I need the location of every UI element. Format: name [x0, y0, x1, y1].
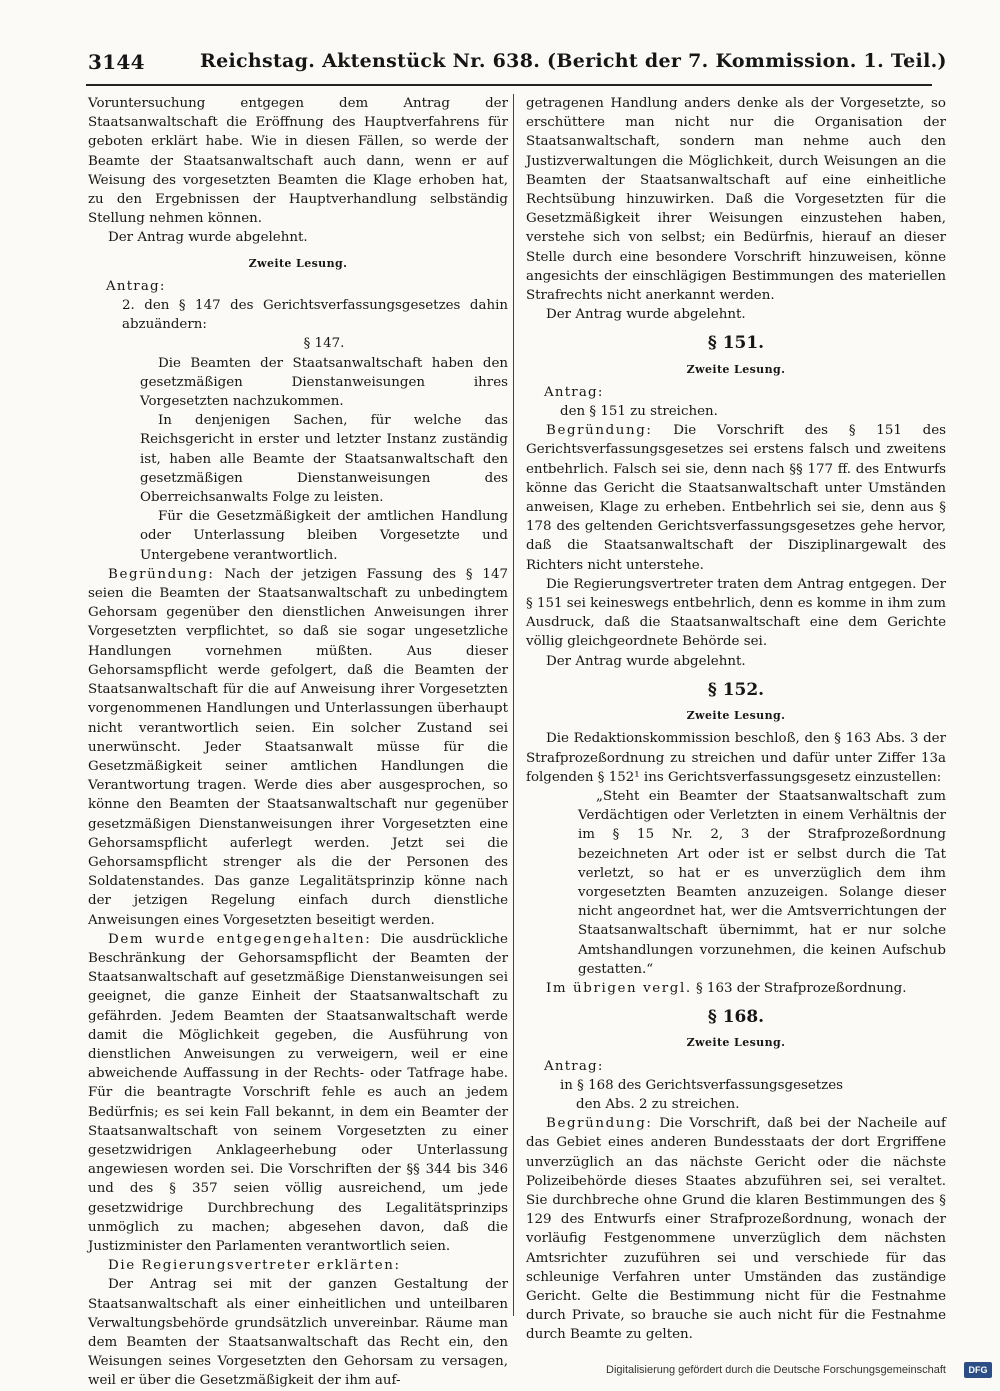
- section-heading-152: § 152.: [707, 679, 765, 700]
- antrag-text: in § 168 des Gerichtsverfassungsgesetzes: [560, 1077, 844, 1093]
- uebrigen-paragraph: [526, 979, 946, 998]
- quote-paragraph: Für die Gesetzmäßigkeit der amtlichen Handlung oder Unterlassung bleiben Vorgesetzte und Untergebene verantwortlich.: [140, 509, 508, 563]
- uebrigen-text: § 163 der Strafprozeßordnung.: [695, 980, 907, 996]
- right-column: [526, 94, 946, 1345]
- uebrigen-label: Im übrigen vergl.: [546, 980, 692, 996]
- quoted-section: [88, 334, 508, 564]
- antrag-text: den § 151 zu streichen.: [560, 404, 718, 420]
- funding-note: Digitalisierung gefördert durch die Deutsche Forschungsgemeinschaft: [606, 1364, 946, 1376]
- result-line: Der Antrag wurde abgelehnt.: [546, 307, 746, 323]
- page-number: 3144: [88, 50, 145, 74]
- quote-heading: § 147.: [303, 336, 345, 352]
- begruendung-text: Die Vorschrift des § 151 des Gerichtsverfassungsgesetzes sei erstens falsch und zweitens entbehrlich. Falsch sei sie, denn nach §§ 177 ff. des Entwurfs könne das Gericht die Staatsanwaltschaft unter Umständen anweisen, Klage zu erheben. Entbehrlich sei sie, denn aus § 178 des geltenden Gerichtsverfassungsgesetzes gehe hervor, daß die Staatsanwaltschaft der Disziplinargewalt des Richters nicht unterstehe.: [526, 423, 946, 573]
- subheading: Zweite Lesung.: [248, 256, 348, 270]
- paragraph: Voruntersuchung entgegen dem Antrag der Staatsanwaltschaft die Eröffnung des Hauptverfahrens für geboten erklärt habe. Wie in diesen Fällen, so werde der Beamte der Staatsanwaltschaft auch dann, wenn er auf Weisung des vorgesetzten Beamten die Klage erhoben hat, zu den Ergebnissen der Hauptverhandlung selbständig Stellung nehmen können.: [88, 96, 508, 227]
- antrag-text: den Abs. 2 zu streichen.: [576, 1096, 740, 1112]
- regierung-label: Die Regierungsvertreter erklärten:: [108, 1258, 401, 1274]
- section-heading-168: § 168.: [707, 1007, 765, 1028]
- result-line: Der Antrag wurde abgelehnt.: [108, 230, 308, 246]
- begruendung-paragraph: [526, 1114, 946, 1344]
- subheading: Zweite Lesung.: [686, 362, 786, 376]
- column-divider: [513, 94, 514, 1316]
- dfg-logo: DFG: [964, 1362, 992, 1378]
- regierung-text: Die Regierungsvertreter traten dem Antrag entgegen. Der § 151 sei keineswegs entbehrlich, denn es komme in ihm zum Ausdruck, daß die Staatsanwaltschaft eine dem Gerichte völlig gleichgeordnete Behörde sei.: [526, 576, 946, 650]
- left-column: [88, 94, 508, 1391]
- begruendung-label: Begründung:: [546, 423, 653, 439]
- begruendung-text: Nach der jetzigen Fassung des § 147 seien die Beamten der Staatsanwaltschaft zu unbedingtem Gehorsam gegenüber den dienstlichen Anweisungen ihrer Vorgesetzten verpflichtet, so daß sie sogar ungesetzliche Handlungen vornehmen müßten. Aus dieser Gehorsamspflicht werde gefolgert, daß die Beamten der Staatsanwaltschaft für die auf Anweisung ihrer Vorgesetzten vorgenommenen Handlungen und Unterlassungen überhaupt nicht verantwortlich seien. Ein solcher Zustand sei unerwünscht. Jeder Staatsanwalt müsse für die Gesetzmäßigkeit seiner amtlichen Handlungen die Verantwortung tragen. Werde dies aber ausgesprochen, so könne den Beamten der Staatsanwaltschaft nur gegenüber gesetzmäßigen Dienstanweisungen ihrer Vorgesetzten eine Gehorsamspflicht auferlegt werden. Jetzt sei die Gehorsamspflicht strenger als die der Personen des Soldatenstandes. Das ganze Legalitätsprinzip könne nach der jetzigen Regelung einfach durch dienstliche Anweisungen eines Vorgesetzten beseitigt werden.: [88, 566, 508, 928]
- subheading: Zweite Lesung.: [686, 709, 786, 723]
- begruendung-label: Begründung:: [546, 1116, 653, 1132]
- subheading: Zweite Lesung.: [686, 1036, 786, 1050]
- begruendung-label: Begründung:: [108, 566, 215, 582]
- entgegen-paragraph: [88, 930, 508, 1256]
- section-heading-151: § 151.: [707, 333, 765, 354]
- header-rule: [86, 84, 932, 86]
- running-title: Reichstag. Aktenstück Nr. 638. (Bericht der 7. Kommission. 1. Teil.): [200, 50, 947, 72]
- quote-paragraph: In denjenigen Sachen, für welche das Reichsgericht in erster und letzter Instanz zuständig ist, haben alle Beamte der Staatsanwaltschaft den gesetzmäßigen Dienstanweisungen des Oberreichsanwalts Folge zu leisten.: [140, 413, 508, 506]
- begruendung-paragraph: [88, 565, 508, 930]
- regierung-text: Der Antrag sei mit der ganzen Gestaltung der Staatsanwaltschaft als einer einheitlichen und unteilbaren Verwaltungsbehörde grundsätzlich unvereinbar. Räume man dem Beamten der Staatsanwaltschaft das Recht ein, den Weisungen seines Vorgesetzten den Gehorsam zu versagen, weil er über die Gesetzmäßigkeit der ihm auf-: [88, 1277, 508, 1389]
- paragraph: getragenen Handlung anders denke als der Vorgesetzte, so erschüttere man nicht nur die Organisation der Staatsanwaltschaft, sondern man nehme auch den Justizverwaltungen die Möglichkeit, durch Weisungen an die Beamten der Staatsanwaltschaft auf eine einheitliche Rechtsübung hinzuwirken. Daß die Vorgesetzten für die Gesetzmäßigkeit ihrer Weisungen einzustehen haben, verstehe sich von selbst; ein Bedürfnis, hierauf an dieser Stelle durch eine besondere Vorschrift hinzuweisen, könne angesichts der einschlägigen Bestimmungen des materiellen Strafrechts nicht anerkannt werden.: [526, 96, 946, 304]
- entgegen-label: Dem wurde entgegengehalten:: [108, 931, 372, 947]
- result-line: Der Antrag wurde abgelehnt.: [546, 653, 746, 669]
- antrag-label: Antrag:: [544, 384, 604, 400]
- page-header: [88, 46, 947, 78]
- antrag-label: Antrag:: [106, 278, 166, 294]
- begruendung-paragraph: [526, 421, 946, 575]
- antrag-item: 2. den § 147 des Gerichtsverfassungsgesetzes dahin abzuändern:: [122, 298, 508, 333]
- begruendung-text: Die Vorschrift, daß bei der Nacheile auf das Gebiet eines anderen Bundesstaats der dort Ergriffene unverzüglich an das nächste Gericht oder die nächste Polizeibehörde dieses Staates abzuführen sei, sei veraltet. Sie durchbreche ohne Grund die klaren Bestimmungen des § 129 des Entwurfs einer Strafprozeßordnung, wonach der vorläufig Festgenommene unverzüglich dem nächsten Amtsrichter zuzuführen sei und verschiede für das schleunige Verfahren unter Umständen das zuständige Gericht. Gelte die Bestimmung nicht für die Festnahme durch Private, so brauche sie auch nicht für die Festnahme durch Beamte zu gelten.: [526, 1116, 946, 1343]
- entgegen-text: Die ausdrückliche Beschränkung der Gehorsamspflicht der Beamten der Staatsanwaltschaft auf gesetzmäßige Dienstanweisungen sei geeignet, die ganze Einheit der Staatsanwaltschaft zu gefährden. Jedem Beamten der Staatsanwaltschaft werde damit die Möglichkeit gegeben, die Ausführung von dienstlichen Anweisungen zu verweigern, weil er eine abweichende Auffassung in der Rechts- oder Tatfrage habe. Für die beantragte Vorschrift fehle es auch an jedem Bedürfnis; es sei kein Fall bekannt, in dem ein Beamter der Staatsanwaltschaft von seinem Vorgesetzten zu einer gesetzwidrigen Anklageerhebung oder Unterlassung angewiesen worden sei. Die Vorschriften der §§ 344 bis 346 und des § 357 seien völlig ausreichend, um jede gesetzwidrige Durchbrechung des Legalitätsprinzips unmöglich zu machen; abgesehen davon, daß die Justizminister den Parlamenten verantwortlich seien.: [88, 931, 508, 1254]
- antrag-label: Antrag:: [544, 1058, 604, 1074]
- quoted-section: [526, 787, 946, 979]
- quote-paragraph: Die Beamten der Staatsanwaltschaft haben den gesetzmäßigen Dienstanweisungen ihres Vorgesetzten nachzukommen.: [140, 355, 508, 410]
- paragraph: Die Redaktionskommission beschloß, den § 163 Abs. 3 der Strafprozeßordnung zu streichen und dafür unter Ziffer 13a folgenden § 152¹ ins Gerichtsverfassungsgesetz einzustellen:: [526, 731, 946, 785]
- quote-paragraph: „Steht ein Beamter der Staatsanwaltschaft zum Verdächtigen oder Verletzten in einem Verhältnis der im § 15 Nr. 2, 3 der Strafprozeßordnung bezeichneten Art oder ist er selbst durch die Tat verletzt, so hat er es unverzüglich dem ihm vorgesetzten Beamten anzuzeigen. Solange dieser nicht angeordnet hat, wer die Amtsverrichtungen der Staatsanwaltschaft übernimmt, hat er nur solche Amtshandlungen vorzunehmen, die keinen Aufschub gestatten.“: [578, 788, 946, 977]
- footer: [606, 1362, 996, 1380]
